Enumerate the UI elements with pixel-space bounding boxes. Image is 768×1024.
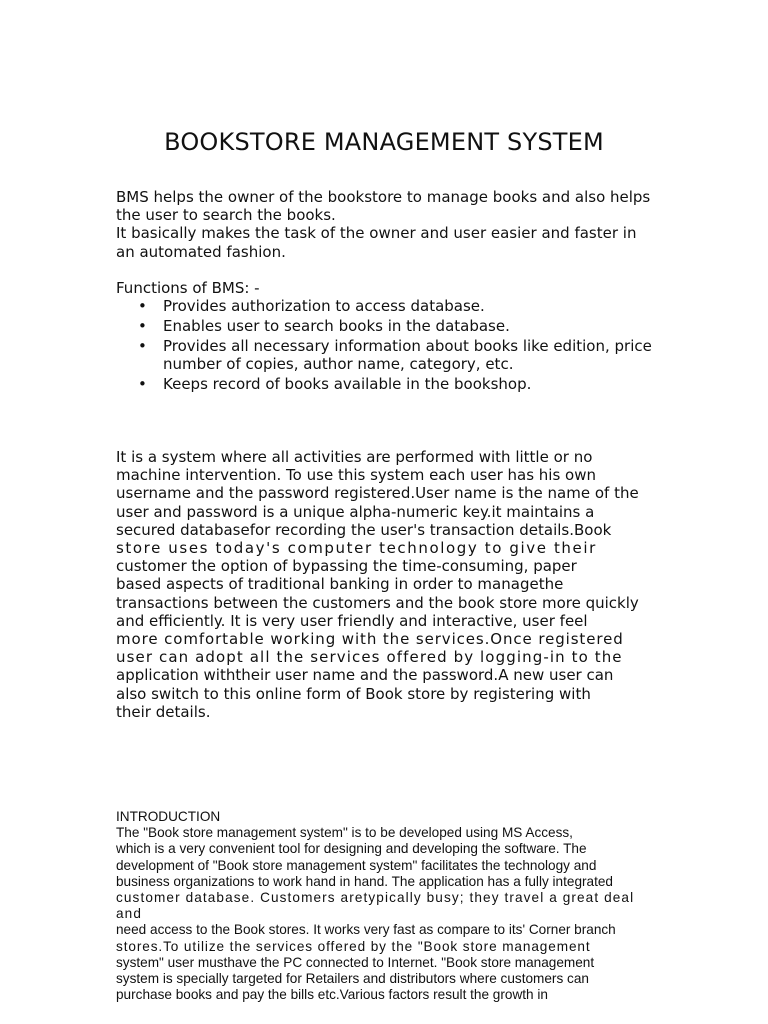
- paragraph-line: customer the option of bypassing the time-consuming, paper: [116, 557, 577, 576]
- bullet-icon: •: [138, 297, 147, 316]
- paragraph-line: secured databasefor recording the user's transaction details.Book: [116, 520, 612, 539]
- intro-paragraph-2: It basically makes the task of the owner and user easier and faster in an automated fashion.: [116, 224, 637, 261]
- paragraph-line: application withtheir user name and the password.A new user can: [116, 666, 614, 685]
- paragraph-line: more comfortable working with the services.Once registered: [116, 630, 624, 649]
- paragraph-line: system is specially targeted for Retailers and distributors where customers can: [116, 971, 589, 987]
- paragraph-line: also switch to this online form of Book store by registering with: [116, 684, 591, 703]
- paragraph-line: user can adopt all the services offered by logging-in to the: [116, 648, 623, 667]
- functions-list: [116, 297, 656, 393]
- introduction-heading: INTRODUCTION: [116, 809, 221, 824]
- paragraph-line: transactions between the customers and the book store more quickly: [116, 593, 639, 612]
- bullet-icon: •: [138, 336, 147, 355]
- list-item-label: Keeps record of books available in the bookshop.: [163, 374, 532, 393]
- list-item: [116, 317, 656, 335]
- paragraph-line: user and password is a unique alpha-numeric key.it maintains a: [116, 502, 595, 521]
- bullet-icon: •: [138, 317, 147, 335]
- paragraph-line: system" user musthave the PC connected to Internet. "Book store management: [116, 954, 595, 970]
- paragraph-line: It is a system where all activities are performed with little or no: [116, 448, 593, 466]
- bullet-icon: •: [138, 374, 147, 393]
- list-item-label: Provides authorization to access database.: [163, 297, 485, 316]
- paragraph-line: based aspects of traditional banking in order to managethe: [116, 575, 564, 594]
- introduction-section: [116, 809, 656, 1003]
- functions-heading: Functions of BMS: -: [116, 279, 260, 297]
- page-title: BOOKSTORE MANAGEMENT SYSTEM: [164, 128, 604, 156]
- paragraph-line: purchase books and pay the bills etc.Various factors result the growth in: [116, 987, 548, 1003]
- paragraph-line: their details.: [116, 702, 211, 721]
- list-item: [116, 297, 656, 315]
- paragraph-line: which is a very convenient tool for designing and developing the software. The: [116, 841, 587, 857]
- paragraph-line: store uses today's computer technology to give their: [116, 539, 597, 558]
- system-description-section: [116, 448, 656, 721]
- paragraph-line: stores.To utilize the services offered by the "Book store management: [116, 938, 591, 954]
- paragraph-line: and efficiently. It is very user friendly and interactive, user feel: [116, 611, 588, 630]
- paragraph-line: username and the password registered.User name is the name of the: [116, 484, 639, 503]
- intro-paragraph-1: BMS helps the owner of the bookstore to manage books and also helps the user to search the books.: [116, 188, 651, 225]
- functions-section: [116, 279, 656, 395]
- list-item: [116, 337, 656, 373]
- paragraph-line: development of "Book store management system" facilitates the technology and: [116, 857, 597, 873]
- list-item-label: Provides all necessary information about books like edition, price number of copies, author name, category, etc.: [163, 336, 652, 373]
- paragraph-line: business organizations to work hand in hand. The application has a fully integrated: [116, 873, 613, 889]
- paragraph-line: The "Book store management system" is to be developed using MS Access,: [116, 825, 573, 841]
- paragraph-line: machine intervention. To use this system each user has his own: [116, 466, 596, 485]
- intro-section: [116, 188, 656, 261]
- list-item-label: Enables user to search books in the database.: [163, 317, 510, 335]
- paragraph-line: customer database. Customers aretypically busy; they travel a great deal and: [116, 890, 635, 922]
- list-item: [116, 375, 656, 393]
- paragraph-line: need access to the Book stores. It works very fast as compare to its' Corner branch: [116, 922, 616, 938]
